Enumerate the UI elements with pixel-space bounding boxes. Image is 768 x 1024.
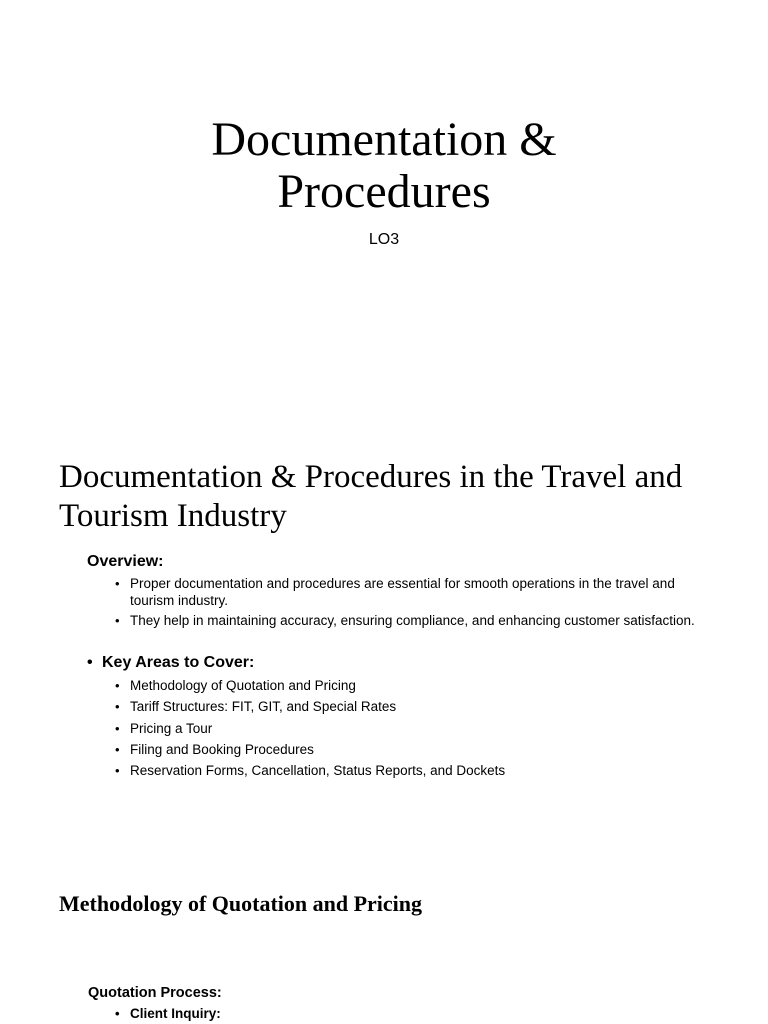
key-area-item: • Reservation Forms, Cancellation, Status Reports, and Dockets (115, 762, 715, 779)
slide-2-title: Documentation & Procedures in the Travel and Tourism Industry (59, 459, 683, 534)
slide-1-title-line-2: Procedures (277, 165, 491, 218)
slide-1-title (0, 114, 768, 218)
quotation-item: • Client Inquiry: (115, 1005, 715, 1022)
key-areas-heading: • Key Areas to Cover: (87, 653, 254, 673)
key-area-item: • Pricing a Tour (115, 720, 715, 737)
key-area-item: • Filing and Booking Procedures (115, 741, 715, 758)
overview-item: • Proper documentation and procedures are essential for smooth operations in the travel and tourism industry. (115, 575, 715, 609)
slide-3-title: Methodology of Quotation and Pricing (59, 891, 423, 916)
quotation-process-heading: Quotation Process: (88, 985, 222, 1001)
overview-heading: Overview: (87, 553, 164, 570)
overview-item: • They help in maintaining accuracy, ensuring compliance, and enhancing customer satisfaction. (115, 612, 715, 629)
key-area-item: • Tariff Structures: FIT, GIT, and Special Rates (115, 698, 715, 715)
quotation-process-list (115, 1005, 715, 1022)
key-areas-list (115, 677, 715, 783)
slide-1-title-line-1: Documentation & (211, 113, 557, 166)
key-area-item: • Methodology of Quotation and Pricing (115, 677, 715, 694)
overview-list (115, 575, 715, 632)
slide-1-subtitle: LO3 (368, 231, 400, 248)
